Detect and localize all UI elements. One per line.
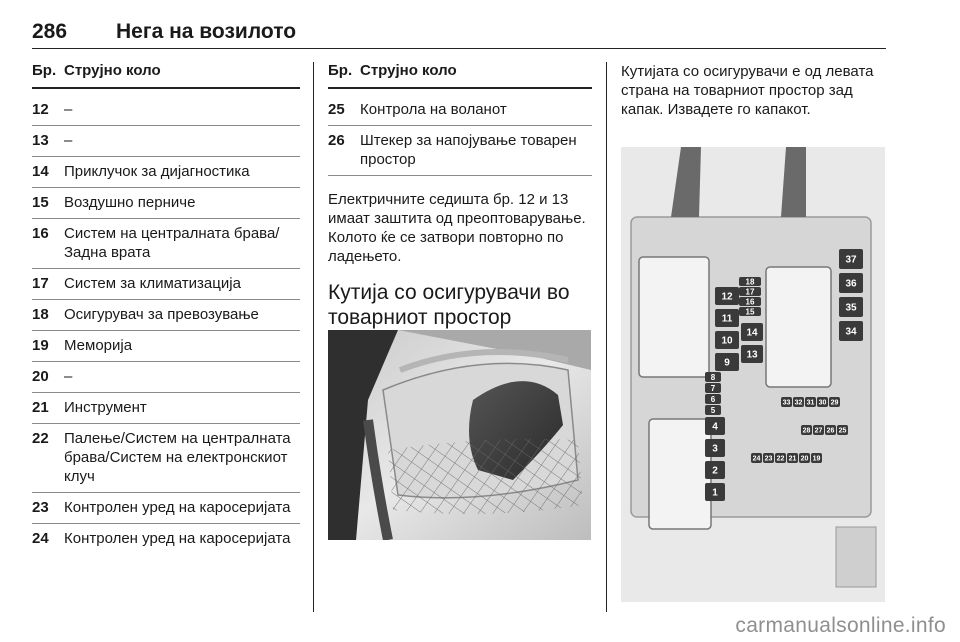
- col-circuit-header: Струјно коло: [64, 62, 161, 79]
- fuse-rows: [32, 95, 300, 554]
- table-row: [32, 300, 300, 331]
- fuse-slot-label: 15: [745, 307, 755, 317]
- table-row: [32, 493, 300, 524]
- table-row: [328, 95, 592, 126]
- fuse-slot-label: 37: [845, 254, 857, 266]
- fuse-number: 19: [32, 337, 49, 354]
- table-row: [32, 362, 300, 393]
- fuse-number: 12: [32, 101, 49, 118]
- table-row: [32, 219, 300, 269]
- fuse-slot-label: 17: [745, 287, 755, 297]
- fuse-rows: [328, 95, 592, 176]
- circuit-description: Осигурувач за превозување: [64, 306, 259, 323]
- circuit-description: –: [64, 132, 73, 149]
- middle-column: [328, 62, 592, 342]
- fuse-number: 20: [32, 368, 49, 385]
- circuit-description: Систем на централната брава/Задна врата: [64, 225, 280, 261]
- fuse-slot-label: 21: [788, 455, 797, 463]
- table-row: [32, 188, 300, 219]
- table-row: [32, 269, 300, 300]
- overload-paragraph: Електричните седишта бр. 12 и 13 имаат заштита од преоптоварување. Колото ќе се затвори повторно по ладењето.: [328, 191, 586, 265]
- table-row: [32, 524, 300, 554]
- table-row: [32, 126, 300, 157]
- col-circuit-header: Струјно коло: [360, 62, 457, 79]
- table-row: [32, 157, 300, 188]
- fuse-slot-label: 24: [752, 455, 761, 463]
- table-header: [328, 62, 592, 89]
- table-row: [32, 393, 300, 424]
- circuit-description: –: [64, 101, 73, 118]
- fuse-slot-label: 20: [800, 455, 809, 463]
- fuse-slot-label: 10: [721, 335, 733, 347]
- table-header: [32, 62, 300, 89]
- column-divider: [606, 62, 607, 612]
- table-row: [328, 126, 592, 176]
- fuse-slot-label: 32: [794, 399, 803, 407]
- circuit-description: Контрола на воланот: [360, 101, 507, 118]
- fuse-slot-label: 3: [712, 443, 718, 455]
- fuse-slot-label: 2: [712, 465, 718, 477]
- fuse-number: 23: [32, 499, 49, 516]
- fuse-table-left: [32, 62, 300, 554]
- table-row: [32, 95, 300, 126]
- fuse-slot-label: 13: [746, 349, 758, 361]
- circuit-description: Штекер за напојување товарен простор: [360, 132, 577, 168]
- fuse-slot-label: 12: [721, 291, 733, 303]
- column-divider: [313, 62, 314, 612]
- fuse-slot-label: 29: [830, 399, 839, 407]
- fuse-slot-label: 31: [806, 399, 815, 407]
- fuse-slot-label: 5: [710, 405, 716, 415]
- fuse-number: 16: [32, 225, 49, 242]
- circuit-description: Воздушно перниче: [64, 194, 196, 211]
- fuse-slot-label: 1: [712, 487, 718, 499]
- fuse-slot-label: 35: [845, 302, 857, 314]
- fuse-number: 17: [32, 275, 49, 292]
- fuse-number: 24: [32, 530, 49, 547]
- fuse-slot-label: 11: [721, 313, 733, 325]
- right-column: [621, 62, 885, 119]
- col-number-header: Бр.: [328, 62, 353, 79]
- cargo-area-photo: [328, 330, 591, 540]
- table-row: [32, 424, 300, 493]
- fuse-slot-label: 22: [776, 455, 785, 463]
- fuse-slot-label: 14: [746, 327, 758, 339]
- section-heading: Кутија со осигурувачи во товарниот простор: [328, 281, 570, 329]
- circuit-description: Меморија: [64, 337, 133, 354]
- fuse-slot-label: 6: [710, 394, 716, 404]
- fuse-number: 15: [32, 194, 49, 211]
- circuit-description: –: [64, 368, 73, 385]
- col-number-header: Бр.: [32, 62, 57, 79]
- fuse-number: 26: [328, 132, 345, 149]
- fuse-slot-label: 36: [845, 278, 857, 290]
- fuse-slot-label: 34: [845, 326, 857, 338]
- fuse-number: 22: [32, 430, 49, 447]
- chapter-title: Нега на возилото: [116, 20, 297, 43]
- fuse-slot-label: 28: [802, 427, 811, 435]
- circuit-description: Приклучок за дијагностика: [64, 163, 250, 180]
- fuse-slot-label: 27: [814, 427, 823, 435]
- fuse-slot-label: 23: [764, 455, 773, 463]
- fuse-number: 14: [32, 163, 49, 180]
- fuse-slot-label: 8: [710, 372, 716, 382]
- circuit-description: Контролен уред на каросеријата: [64, 499, 291, 516]
- circuit-description: Инструмент: [64, 399, 147, 416]
- fuse-number: 25: [328, 101, 345, 118]
- fuse-slot-label: 18: [745, 277, 755, 287]
- fuse-box-diagram: [621, 147, 885, 602]
- fuse-slot-label: 9: [724, 357, 730, 369]
- fuse-number: 13: [32, 132, 49, 149]
- table-row: [32, 331, 300, 362]
- circuit-description: Систем за климатизација: [64, 275, 241, 292]
- watermark: carmanualsonline.info: [735, 614, 946, 637]
- fuse-slot-label: 26: [826, 427, 835, 435]
- fuse-slot-label: 19: [812, 455, 821, 463]
- circuit-description: Контролен уред на каросеријата: [64, 530, 291, 547]
- fuse-slot-label: 4: [712, 421, 718, 433]
- fuse-number: 18: [32, 306, 49, 323]
- page-header: [32, 18, 886, 49]
- location-paragraph: Кутијата со осигурувачи е од левата страна на товарниот простор зад капак. Извадете го капакот.: [621, 63, 874, 118]
- fuse-slot-label: 30: [818, 399, 827, 407]
- fuse-number: 21: [32, 399, 49, 416]
- circuit-description: Палење/Систем на централната брава/Систем на електронскиот клуч: [64, 430, 291, 485]
- page-number: 286: [32, 20, 68, 43]
- fuse-slot-label: 25: [838, 427, 847, 435]
- fuse-slot-label: 7: [710, 383, 716, 393]
- fuse-slot-label: 33: [782, 399, 791, 407]
- fuse-slot-label: 16: [745, 297, 755, 307]
